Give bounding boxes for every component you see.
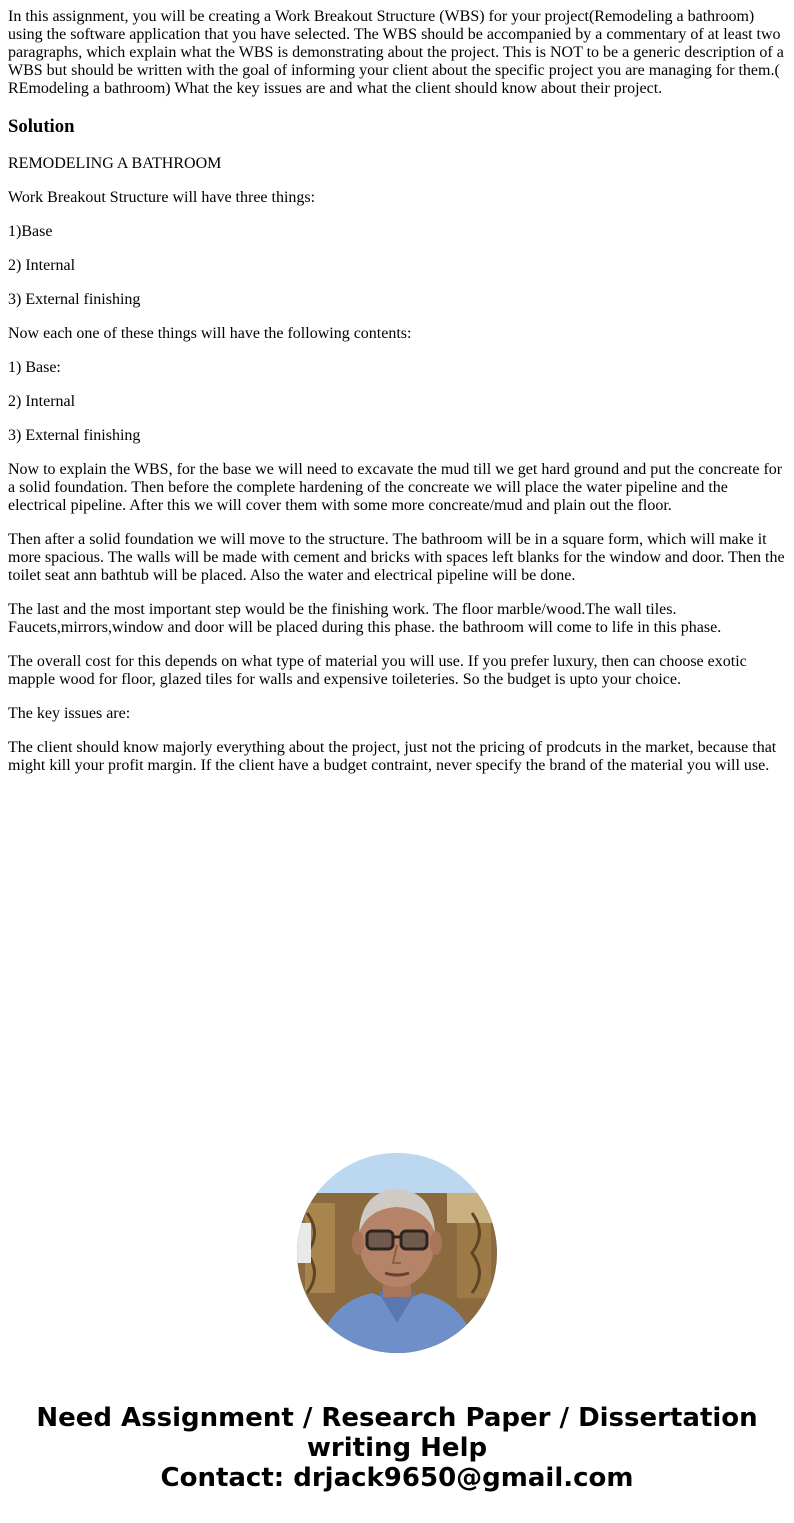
solution-paragraph: The overall cost for this depends on what type of material you will use. If you prefer luxury, then can choose exotic mapple wood for floor, glazed tiles for walls and expensive toileteries. So the budget is upto your choice. [8,653,747,688]
solution-paragraph: 2) Internal [8,257,76,274]
solution-paragraph: 3) External finishing [8,291,141,308]
contact-line: Contact: drjack9650@gmail.com [160,1463,634,1493]
promo-banner [0,1403,794,1493]
portrait-image [297,1153,497,1353]
solution-paragraph: Now each one of these things will have the following contents: [8,325,412,342]
promo-line: Need Assignment / Research Paper / Dissertation [36,1403,758,1433]
solution-heading: Solution [8,116,75,137]
solution-paragraph: 1) Base: [8,359,61,376]
solution-paragraph: REMODELING A BATHROOM [8,155,222,172]
solution-paragraph: The last and the most important step would be the finishing work. The floor marble/wood.The wall tiles. Faucets,mirrors,window and door will be placed during this phase. the bathroom will come to life in this phase. [8,601,722,636]
solution-paragraph: 1)Base [8,223,53,240]
solution-paragraph: 3) External finishing [8,427,141,444]
solution-paragraph: Work Breakout Structure will have three things: [8,189,316,206]
avatar [297,1153,497,1353]
document-body [8,0,786,791]
solution-paragraph: Then after a solid foundation we will move to the structure. The bathroom will be in a square form, which will make it more spacious. The walls will be made with cement and bricks with spaces left blanks for the window and door. Then the toilet seat ann bathtub will be placed. Also the water and electrical pipeline will be done. [8,531,785,584]
solution-paragraph: The key issues are: [8,705,131,722]
question-text: In this assignment, you will be creating a Work Breakout Structure (WBS) for your project(Remodeling a bathroom) using the software application that you have selected. The WBS should be accompanied by a commentary of at least two paragraphs, which explain what the WBS is demonstrating about the project. This is NOT to be a generic description of a WBS but should be written with the goal of informing your client about the specific project you are managing for them.( REmodeling a bathroom) What the key issues are and what the client should know about their project. [8,8,784,97]
solution-paragraph: The client should know majorly everything about the project, just not the pricing of prodcuts in the market, because that might kill your profit margin. If the client have a budget contraint, never specify the brand of the material you will use. [8,739,777,774]
solution-paragraph: 2) Internal [8,393,76,410]
solution-paragraph: Now to explain the WBS, for the base we will need to excavate the mud till we get hard ground and put the concreate for a solid foundation. Then before the complete hardening of the concreate we will place the water pipeline and the electrical pipeline. After this we will cover them with some more concreate/mud and plain out the floor. [8,461,783,514]
promo-line: writing Help [306,1433,488,1463]
